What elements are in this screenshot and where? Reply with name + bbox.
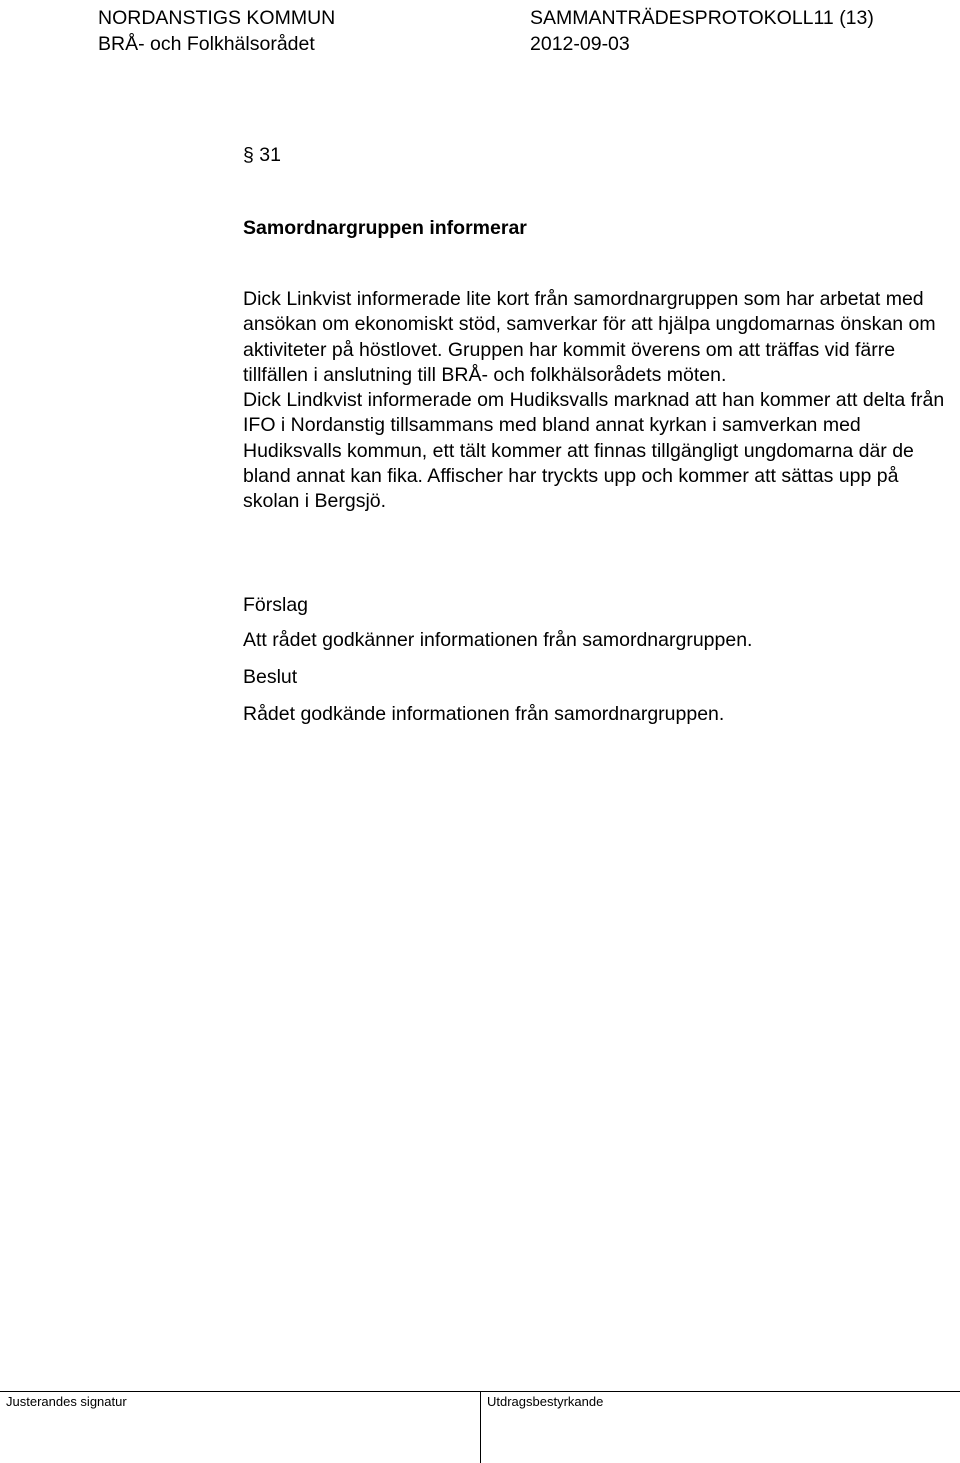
decision-heading: Beslut [243, 666, 298, 688]
footer-column-divider [480, 1391, 481, 1463]
signature-label: Justerandes signatur [6, 1394, 127, 1409]
proposal-heading: Förslag [243, 594, 309, 616]
body-paragraph: Dick Lindkvist informerade om Hudiksvalls marknad att han kommer att delta från IFO i Nordanstig tillsammans med bland annat kyrkan i samverkan med Hudiksvalls kommun, ett tält kommer att finnas tillgängligt ungdomarna där de bland annat kan fika. Affischer har tryckts upp och kommer att sättas upp på skolan i Bergsjö. [243, 389, 945, 513]
section-body [243, 287, 948, 515]
meeting-date: 2012-09-03 [530, 33, 630, 55]
council-name: BRÅ- och Folkhälsorådet [98, 33, 315, 55]
decision-text: Rådet godkände informationen från samordnargruppen. [243, 703, 725, 725]
organization-name: NORDANSTIGS KOMMUN [98, 7, 336, 29]
paragraph-number: § 31 [243, 144, 281, 166]
proposal-text: Att rådet godkänner informationen från samordnargruppen. [243, 629, 753, 651]
section-title: Samordnargruppen informerar [243, 217, 527, 239]
protocol-title: SAMMANTRÄDESPROTOKOLL11 (13) [530, 7, 874, 29]
body-paragraph: Dick Linkvist informerade lite kort från samordnargruppen som har arbetat med ansökan om ekonomiskt stöd, samverkar för att hjälpa ungdomarnas önskan om aktiviteter på höstlovet. Gruppen har kommit överens om att träffas vid färre tillfällen i anslutning till BRÅ- och folkhälsorådets möten. [243, 288, 936, 386]
certification-label: Utdragsbestyrkande [487, 1394, 604, 1409]
